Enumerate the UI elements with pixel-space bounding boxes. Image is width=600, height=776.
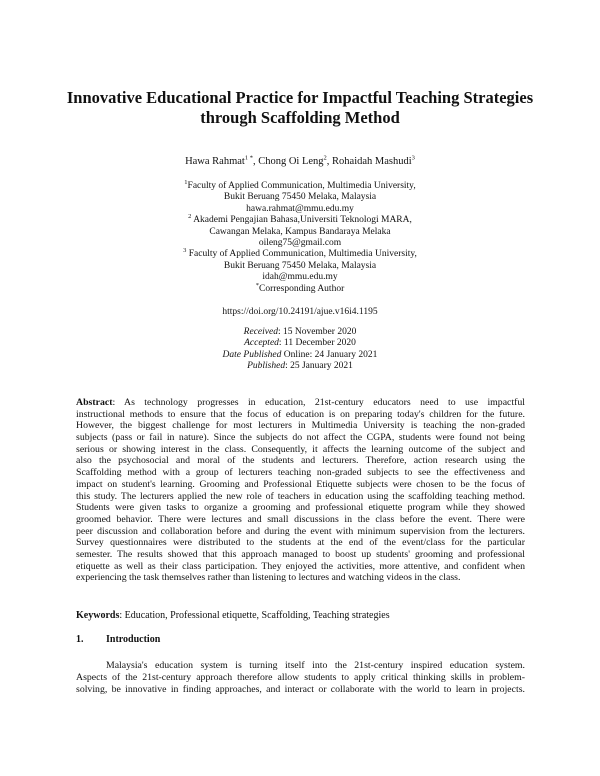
affiliation-1-line-1: $^1$Faculty of Applied Communication, Multimedia University, — [184, 178, 416, 191]
abstract-line: Scaffolding method with a group of lecturers teaching non-graded subjects to see the effectiveness and — [76, 467, 525, 479]
abstract-label: Abstract — [76, 397, 113, 408]
intro-line: Malaysia's education system is turning itself into the 21st-century inspired education system. — [106, 660, 525, 671]
intro-line: solving, be innovative in finding approaches, and interact or collaborate with the world to learn in projects. — [76, 684, 525, 695]
title-line-1: Innovative Educational Practice for Impactful Teaching Strategies — [66, 88, 534, 107]
author-name: Rohaidah Mashudi — [332, 156, 412, 167]
affiliations — [0, 178, 600, 295]
published-date: Published: 25 January 2021 — [247, 361, 353, 372]
author-list: Hawa Rahmat$^{1 *}$, Chong Oi Leng$^2$, Rohaidah Mashudi$^3$ — [185, 154, 415, 167]
intro-line: Aspects of the 21st-century approach therefore allow students to apply critical thinking skills in problem- — [76, 672, 525, 683]
abstract-line: also the psychosocial and moral of the students and lecturers. Therefore, action research using the — [76, 455, 525, 467]
author-sup: 3 — [411, 154, 415, 162]
keywords — [76, 610, 525, 622]
affiliation-3-line-1: $^3$ Faculty of Applied Communication, Multimedia University, — [183, 247, 417, 260]
abstract-line: peer discussion and collaboration before and during the event with minimum supervision from the lecturers. — [76, 525, 525, 537]
paper-title — [60, 88, 540, 128]
affiliation-1-email[interactable]: hawa.rahmat@mmu.edu.my — [246, 203, 354, 214]
abstract-line: semester. The results showed that this approach managed to boost up students' grooming and professional — [76, 548, 525, 560]
abstract-line: etiquette as well as their class participation. They enjoyed the activities, more attentive, and confident when — [76, 560, 525, 572]
author-sup: 2 — [323, 154, 327, 162]
abstract-line: subjects (pass or fail in nature). Since the subjects do not affect the CGPA, students were found not being — [76, 432, 525, 444]
affiliation-1-line-2: Bukit Beruang 75450 Melaka, Malaysia — [223, 192, 377, 203]
received-date: Received: 15 November 2020 — [243, 327, 357, 337]
keywords-label: Keywords — [76, 610, 120, 621]
keywords-text: : Education, Professional etiquette, Scaffolding, Teaching strategies — [119, 610, 390, 621]
abstract-line: Students were given tasks to organize a grooming and professional etiquette program while they showed — [76, 502, 525, 514]
corresponding-author-note: *Corresponding Author — [255, 281, 345, 294]
abstract-line: groomed behavior. There were lectures and small discussions in the class before the event. There were — [76, 513, 525, 525]
abstract-line: serious or showing interest in the class. Consequently, it affects the learning outcome of the subject and — [76, 443, 525, 455]
affiliation-2-line-1: $^2$ Akademi Pengajian Bahasa,Universiti Teknologi MARA, — [188, 213, 412, 226]
doi-link[interactable]: https://doi.org/10.24191/ajue.v16i4.1195 — [222, 307, 378, 317]
title-line-2: through Scaffolding Method — [200, 108, 400, 127]
abstract-line: impact on student's learning. Grooming and Professional Etiquette subjects were chosen to be the focus of — [76, 478, 525, 490]
abstract-line: experiencing the task themselves rather than listening to lectures and watching videos in the class. — [76, 572, 461, 584]
author-name: Chong Oi Leng — [258, 156, 324, 167]
affiliation-2-line-2: Cawangan Melaka, Kampus Bandaraya Melaka — [209, 226, 391, 237]
section-heading — [76, 634, 160, 646]
abstract-line: Survey questionnaires were distributed to the students at the end of the event/class for the particular — [76, 537, 525, 549]
abstract-line: Abstract: As technology progresses in education, 21st-century educators need to use impactful — [76, 397, 525, 408]
date-published-online: Date Published Online: 24 January 2021 — [222, 349, 378, 360]
affiliation-3-line-2: Bukit Beruang 75450 Melaka, Malaysia — [223, 260, 377, 271]
publication-dates — [0, 327, 600, 373]
author-name: Hawa Rahmat — [185, 156, 245, 167]
abstract-line: this study. The lecturers applied the new role of teachers in education using the scaffolding teaching method. — [76, 490, 525, 502]
section-number: 1. — [76, 634, 84, 645]
affiliation-2-email[interactable]: oileng75@gmail.com — [258, 238, 342, 249]
author-sup: 1 * — [244, 154, 253, 162]
section-title: Introduction — [106, 634, 161, 645]
affiliation-3-email[interactable]: idah@mmu.edu.my — [262, 272, 338, 283]
introduction-body — [76, 660, 525, 696]
abstract — [76, 397, 525, 584]
abstract-line: However, the biggest challenge for most lecturers in Multimedia University is teaching the non-graded — [76, 420, 525, 432]
accepted-date: Accepted: 11 December 2020 — [244, 338, 356, 349]
abstract-line: instructional methods to ensure that the focus of education is on preparing today's children for the future. — [76, 408, 525, 420]
